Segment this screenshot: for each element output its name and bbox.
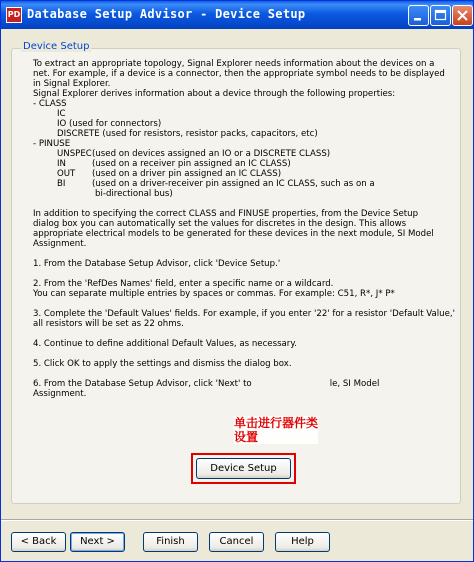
pinuse-name: UNSPEC [57,149,92,159]
maximize-icon [431,6,450,25]
minimize-button[interactable] [408,5,429,26]
step-2-cont: You can separate multiple entries by spaces or commas. For example: C51, R*, J* P* [33,289,395,299]
text-line: - CLASS [33,99,67,109]
next-button[interactable]: Next > [70,532,125,552]
cancel-button[interactable]: Cancel [209,532,264,552]
title-bar[interactable] [1,1,473,29]
text-line: dialog box you can automatically set the values for discretes in the design. This allows [33,219,407,229]
pinuse-row [33,179,443,189]
annotation-line-1: 单击进行器件类 [234,416,319,430]
pinuse-desc: (used on a driver-receiver pin assigned an IC CLASS, such as on a [92,179,375,189]
red-annotation [234,416,318,444]
window-title: Database Setup Advisor - Device Setup [27,7,306,21]
pinuse-desc: (used on a receiver pin assigned an IC CLASS) [92,159,291,169]
finish-button[interactable]: Finish [143,532,198,552]
step-3: 3. Complete the 'Default Values' fields. For example, if you enter '22' for a resistor 'Default Value,' [33,309,455,319]
pinuse-name: OUT [57,169,76,179]
maximize-button[interactable] [430,5,451,26]
step-6-tail: le, SI Model [329,379,380,389]
step-6-text: 6. From the Database Setup Advisor, click 'Next' to [33,379,252,389]
close-icon [453,6,472,25]
device-setup-button[interactable]: Device Setup [196,458,291,479]
footer-divider [1,519,473,521]
pinuse-row [33,169,443,179]
text-line: appropriate electrical models to be generated for these devices in the next module, SI Model [33,229,434,239]
close-button[interactable] [452,5,473,26]
text-line: in Signal Explorer. [33,79,111,89]
app-icon: PD [6,7,22,23]
text-line: net. For example, if a device is a connector, then the appropriate symbol needs to be displayed [33,69,445,79]
pinuse-desc: (used on a driver pin assigned an IC CLASS) [92,169,282,179]
instructions-text [33,59,455,399]
pinuse-row [33,149,443,159]
pinuse-row [33,159,443,169]
text-line: To extract an appropriate topology, Signal Explorer needs information about the devices on a [33,59,435,69]
text-line: Signal Explorer derives information about a device through the following properties: [33,89,396,99]
group-legend: Device Setup [23,41,90,52]
text-line: In addition to specifying the correct CLASS and FINUSE properties, from the Device Setup [33,209,419,219]
class-value: DISCRETE (used for resistors, resistor packs, capacitors, etc) [57,129,318,139]
step-6 [33,379,443,389]
pinuse-name: IN [57,159,66,169]
back-button[interactable]: < Back [11,532,66,552]
class-value: IC [57,109,66,119]
class-value: IO (used for connectors) [57,119,162,129]
help-button[interactable]: Help [275,532,330,552]
minimize-icon [409,6,428,25]
pinuse-desc: (used on devices assigned an IO or a DISCRETE CLASS) [92,149,331,159]
step-6-cont: Assignment. [33,389,87,399]
bi-continuation: bi-directional bus) [95,189,173,199]
step-3-cont: all resistors will be set as 22 ohms. [33,319,184,329]
step-5: 5. Click OK to apply the settings and dismiss the dialog box. [33,359,292,369]
step-4: 4. Continue to define additional Default Values, as necessary. [33,339,297,349]
text-line: Assignment. [33,239,87,249]
pinuse-name: BI [57,179,66,189]
pinuse-header: - PINUSE [33,139,71,149]
step-2: 2. From the 'RefDes Names' field, enter a specific name or a wildcard. [33,279,334,289]
step-1: 1. From the Database Setup Advisor, click 'Device Setup.' [33,259,281,269]
annotation-line-2: 设置 [234,430,259,444]
